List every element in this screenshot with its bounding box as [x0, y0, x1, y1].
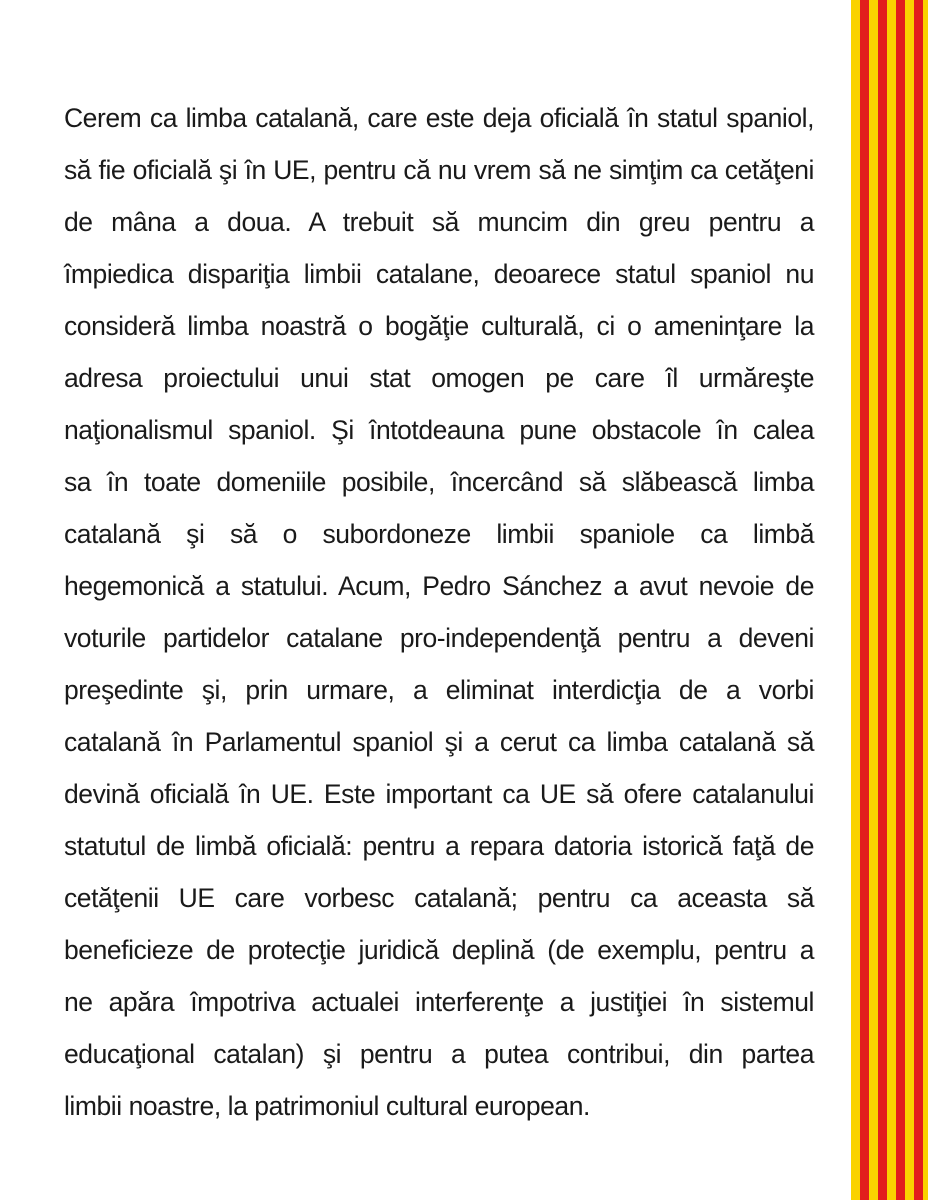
- text-line: sa în toate domeniile posibile, încercând să slăbească limba: [64, 467, 814, 497]
- body-text: [64, 92, 814, 1132]
- text-line: Cerem ca limba catalană, care este deja oficială în statul spaniol,: [64, 103, 814, 133]
- text-line: să fie oficială şi în UE, pentru că nu vrem să ne simţim ca cetăţeni: [64, 155, 814, 185]
- text-line: statutul de limbă oficială: pentru a repara datoria istorică faţă de: [64, 831, 814, 861]
- text-line: catalană şi să o subordoneze limbii spaniole ca limbă: [64, 519, 814, 549]
- red-stripe: [896, 0, 905, 1200]
- catalan-flag-stripes: [851, 0, 928, 1200]
- text-line: cetăţenii UE care vorbesc catalană; pentru ca aceasta să: [64, 883, 814, 913]
- text-line: consideră limba noastră o bogăţie culturală, ci o ameninţare la: [64, 311, 814, 341]
- text-line: limbii noastre, la patrimoniul cultural european.: [64, 1091, 590, 1121]
- text-line: ne apăra împotriva actualei interferenţe a justiţiei în sistemul: [64, 987, 814, 1017]
- red-stripe: [860, 0, 869, 1200]
- text-line: catalană în Parlamentul spaniol şi a cerut ca limba catalană să: [64, 727, 814, 757]
- red-stripe: [914, 0, 923, 1200]
- text-line: adresa proiectului unui stat omogen pe care îl urmăreşte: [64, 363, 814, 393]
- text-line: voturile partidelor catalane pro-independenţă pentru a deveni: [64, 623, 814, 653]
- text-line: hegemonică a statului. Acum, Pedro Sánchez a avut nevoie de: [64, 571, 814, 601]
- red-stripe: [878, 0, 887, 1200]
- text-line: beneficieze de protecţie juridică deplină (de exemplu, pentru a: [64, 935, 814, 965]
- text-line: preşedinte şi, prin urmare, a eliminat interdicţia de a vorbi: [64, 675, 814, 705]
- text-line: educaţional catalan) şi pentru a putea contribui, din partea: [64, 1039, 814, 1069]
- text-line: devină oficială în UE. Este important ca UE să ofere catalanului: [64, 779, 814, 809]
- text-line: naţionalismul spaniol. Şi întotdeauna pune obstacole în calea: [64, 415, 814, 445]
- text-line: de mâna a doua. A trebuit să muncim din greu pentru a: [64, 207, 814, 237]
- text-line: împiedica dispariţia limbii catalane, deoarece statul spaniol nu: [64, 259, 814, 289]
